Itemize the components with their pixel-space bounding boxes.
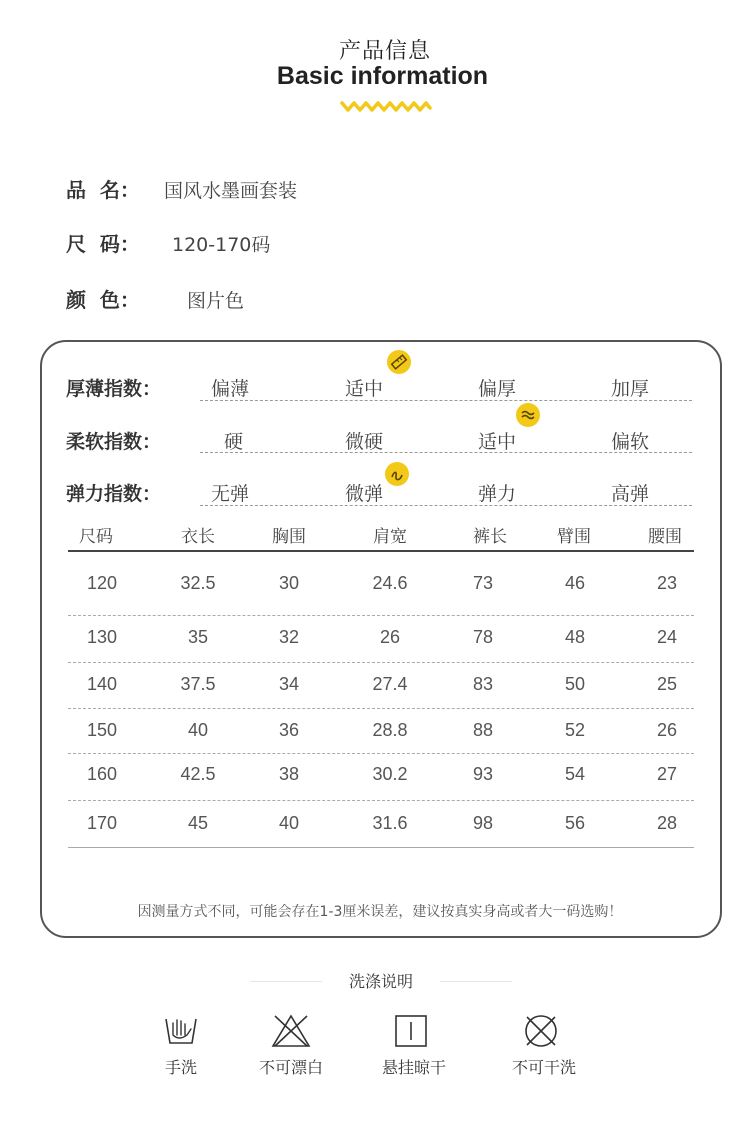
table-cell: 73 (472, 573, 494, 593)
row-divider (68, 753, 694, 754)
softness-option: 微硬 (345, 431, 384, 453)
name-value: 国风水墨画套装 (164, 180, 298, 202)
table-header: 裤长 (473, 527, 507, 547)
elasticity-option: 高弹 (611, 483, 650, 505)
hang-dry-label: 悬挂晾干 (381, 1058, 446, 1077)
table-cell: 130 (86, 627, 118, 647)
table-header: 衣长 (181, 527, 215, 547)
table-cell: 120 (86, 573, 118, 593)
table-cell: 34 (278, 674, 300, 694)
table-cell: 40 (187, 720, 209, 740)
table-cell: 28.8 (372, 720, 408, 740)
table-cell: 45 (187, 813, 209, 833)
size-label: 尺 码： (66, 232, 140, 256)
table-cell: 78 (472, 627, 494, 647)
table-cell: 24.6 (372, 573, 408, 593)
table-cell: 52 (564, 720, 586, 740)
softness-option-selected: 适中 (478, 431, 517, 453)
elasticity-option-selected: 微弹 (345, 483, 384, 505)
thickness-option: 加厚 (611, 378, 650, 400)
table-cell: 88 (472, 720, 494, 740)
no-bleach-label: 不可漂白 (258, 1058, 323, 1077)
no-dry-clean-icon (520, 1013, 562, 1049)
divider (440, 981, 512, 982)
table-header: 肩宽 (373, 527, 407, 547)
wave-icon (516, 403, 540, 427)
thickness-option: 偏厚 (478, 378, 517, 400)
table-header: 腰围 (648, 527, 682, 547)
thickness-option: 偏薄 (211, 378, 250, 400)
table-cell: 48 (564, 627, 586, 647)
thickness-option-selected: 适中 (345, 378, 384, 400)
table-cell: 32 (278, 627, 300, 647)
divider (200, 452, 692, 453)
table-cell: 30 (278, 573, 300, 593)
thickness-label: 厚薄指数： (66, 378, 162, 400)
table-header-rule (68, 550, 694, 552)
table-cell: 40 (278, 813, 300, 833)
zigzag-decoration (340, 99, 432, 113)
table-header: 尺码 (79, 527, 113, 547)
table-cell: 150 (86, 720, 118, 740)
table-cell: 42.5 (180, 764, 216, 784)
table-cell: 50 (564, 674, 586, 694)
table-cell: 24 (656, 627, 678, 647)
no-dry-clean-label: 不可干洗 (511, 1058, 576, 1077)
row-divider (68, 615, 694, 616)
measurement-note: 因测量方式不同，可能会存在1-3厘米误差，建议按真实身高或者大一码选购！ (137, 904, 623, 920)
table-cell: 30.2 (372, 764, 408, 784)
spring-icon (385, 462, 409, 486)
table-cell: 38 (278, 764, 300, 784)
table-cell: 140 (86, 674, 118, 694)
page-title-en: Basic information (276, 62, 489, 90)
ruler-icon (387, 350, 411, 374)
table-cell: 160 (86, 764, 118, 784)
table-cell: 28 (656, 813, 678, 833)
table-cell: 26 (379, 627, 401, 647)
softness-option: 硬 (224, 431, 244, 453)
washing-title: 洗涤说明 (348, 972, 413, 991)
table-cell: 25 (656, 674, 678, 694)
table-cell: 35 (187, 627, 209, 647)
table-cell: 27 (656, 764, 678, 784)
table-cell: 27.4 (372, 674, 408, 694)
page-title-cn: 产品信息 (338, 39, 431, 64)
elasticity-option: 无弹 (211, 483, 250, 505)
row-divider (68, 800, 694, 801)
name-label: 品 名： (66, 178, 140, 202)
table-cell: 36 (278, 720, 300, 740)
elasticity-option: 弹力 (478, 483, 517, 505)
row-divider (68, 662, 694, 663)
hang-dry-icon (390, 1013, 432, 1049)
hand-wash-icon (160, 1013, 202, 1049)
softness-option: 偏软 (611, 431, 650, 453)
table-header: 胸围 (272, 527, 306, 547)
elasticity-label: 弹力指数： (66, 483, 162, 505)
table-cell: 26 (656, 720, 678, 740)
softness-label: 柔软指数： (66, 431, 162, 453)
table-cell: 46 (564, 573, 586, 593)
table-cell: 93 (472, 764, 494, 784)
row-divider (68, 708, 694, 709)
table-cell: 31.6 (372, 813, 408, 833)
table-cell: 37.5 (180, 674, 216, 694)
table-cell: 23 (656, 573, 678, 593)
color-label: 颜 色： (66, 288, 140, 312)
divider (200, 505, 692, 506)
table-cell: 54 (564, 764, 586, 784)
size-value: 120-170码 (172, 234, 271, 256)
no-bleach-icon (270, 1013, 312, 1049)
table-cell: 83 (472, 674, 494, 694)
hand-wash-label: 手洗 (164, 1058, 197, 1077)
table-bottom-rule (68, 847, 694, 848)
table-cell: 98 (472, 813, 494, 833)
table-cell: 32.5 (180, 573, 216, 593)
table-cell: 170 (86, 813, 118, 833)
color-value: 图片色 (187, 290, 245, 312)
table-header: 臂围 (557, 527, 591, 547)
table-cell: 56 (564, 813, 586, 833)
divider (200, 400, 692, 401)
